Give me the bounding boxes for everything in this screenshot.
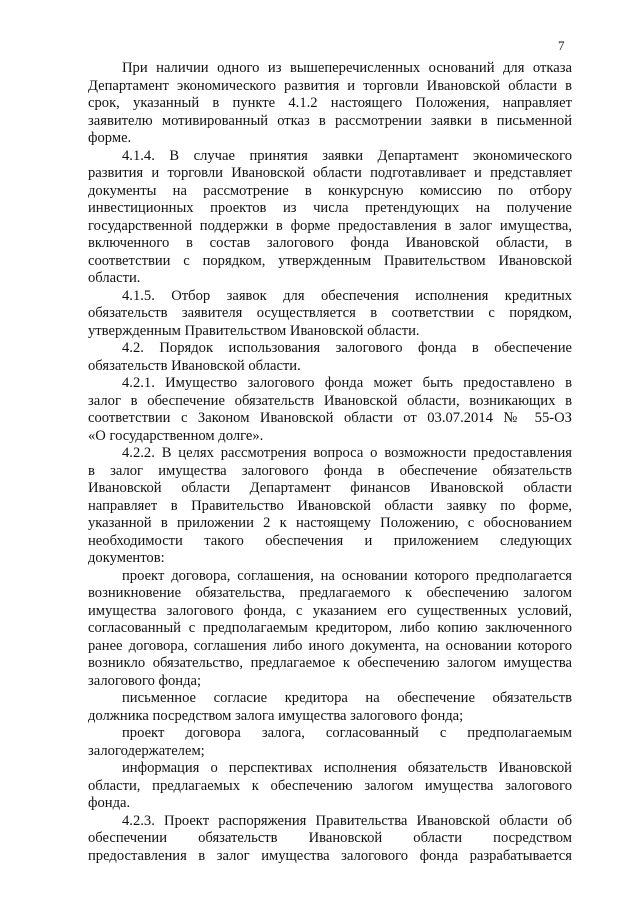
text-line: документов: [88,550,165,566]
text-line: соответствии с порядком, утвержденным Правительством Ивановской [88,252,572,269]
text-line: в залог имущества залогового фонда в обеспечение обязательств [88,462,572,479]
text-line: Департамент экономического развития и торговли Ивановской области в [88,77,572,94]
text-line: ранее договора, соглашения либо иного документа, на основании которого [88,637,572,654]
text-line: залог в обеспечение обязательств Ивановской области, возникающих в [88,392,572,409]
text-line: возникло обязательство, предлагаемое к обеспечению залогом имущества [88,655,572,671]
text-line: указанной в приложении 2 к настоящему Положению, с обоснованием [88,515,572,531]
text-line: включенного в состав залогового фонда Ивановской области, в [88,235,572,251]
text-line: проект договора, соглашения, на основании которого предполагается [122,567,572,584]
text-line: форме. [88,130,132,146]
text-line: должника посредством залога имущества залогового фонда; [88,707,464,724]
text-line: При наличии одного из вышеперечисленных оснований для отказа [122,60,572,76]
text-line: развития и торговли Ивановской области подготавливает и представляет [88,165,572,181]
text-line: залогового фонда; [88,672,202,689]
text-line: фонда. [88,795,131,811]
text-line: направляет в Правительство Ивановской области заявку по форме, [88,497,572,514]
document-body [88,60,572,865]
text-line: согласованный с предполагаемым кредитором, либо копию заключенного [88,620,572,636]
text-line: залогодержателем; [88,742,205,759]
text-line: заявителю мотивированный отказ в рассмотрении заявки в письменной [88,112,572,129]
text-line: имущества залогового фонда, с указанием его существенных условий, [88,602,572,619]
text-line: 4.2.2. В целях рассмотрения вопроса о возможности предоставления [122,445,572,461]
text-line: 4.2.1. Имущество залогового фонда может быть предоставлено в [122,375,572,391]
text-line: Ивановской области Департамент финансов Ивановской области [88,480,572,496]
text-line: возникновение обязательства, предлагаемого к обеспечению залогом [88,585,572,601]
text-line: предоставления в залог имущества залогового фонда разрабатывается [88,847,572,864]
text-line: 4.2. Порядок использования залогового фонда в обеспечение [122,340,572,356]
text-line: государственной поддержки в форме предоставления в залог имущества, [88,217,572,234]
text-line: необходимости такого обеспечения и приложением следующих [88,532,572,549]
text-line: срок, указанный в пункте 4.1.2 настоящего Положения, направляет [88,95,572,111]
text-line: утвержденным Правительством Ивановской области. [88,322,420,339]
page-number: 7 [558,38,565,53]
text-line: информация о перспективах исполнения обязательств Ивановской [122,760,572,776]
text-line: соответствии с Законом Ивановской области от 03.07.2014 № 55-ОЗ [88,410,572,426]
text-line: обязательств заявителя осуществляется в соответствии с порядком, [88,305,572,321]
text-line: «О государственном долге». [88,427,264,444]
text-line: проект договора залога, согласованный с предполагаемым [122,725,572,741]
text-line: области. [88,270,141,286]
text-line: документы на рассмотрение в конкурсную комиссию по отбору [88,182,572,199]
text-line: письменное согласие кредитора на обеспечение обязательств [122,690,572,706]
text-line: области, предлагаемых к обеспечению залогом имущества залогового [88,777,572,794]
text-line: 4.1.5. Отбор заявок для обеспечения исполнения кредитных [122,287,572,304]
text-line: 4.2.3. Проект распоряжения Правительства Ивановской области об [122,812,572,829]
text-line: 4.1.4. В случае принятия заявки Департамент экономического [122,147,572,164]
text-line: обеспечении обязательств Ивановской области посредством [88,830,572,846]
text-line: инвестиционных проектов из числа претендующих на получение [88,200,572,216]
text-line: обязательств Ивановской области. [88,357,301,374]
